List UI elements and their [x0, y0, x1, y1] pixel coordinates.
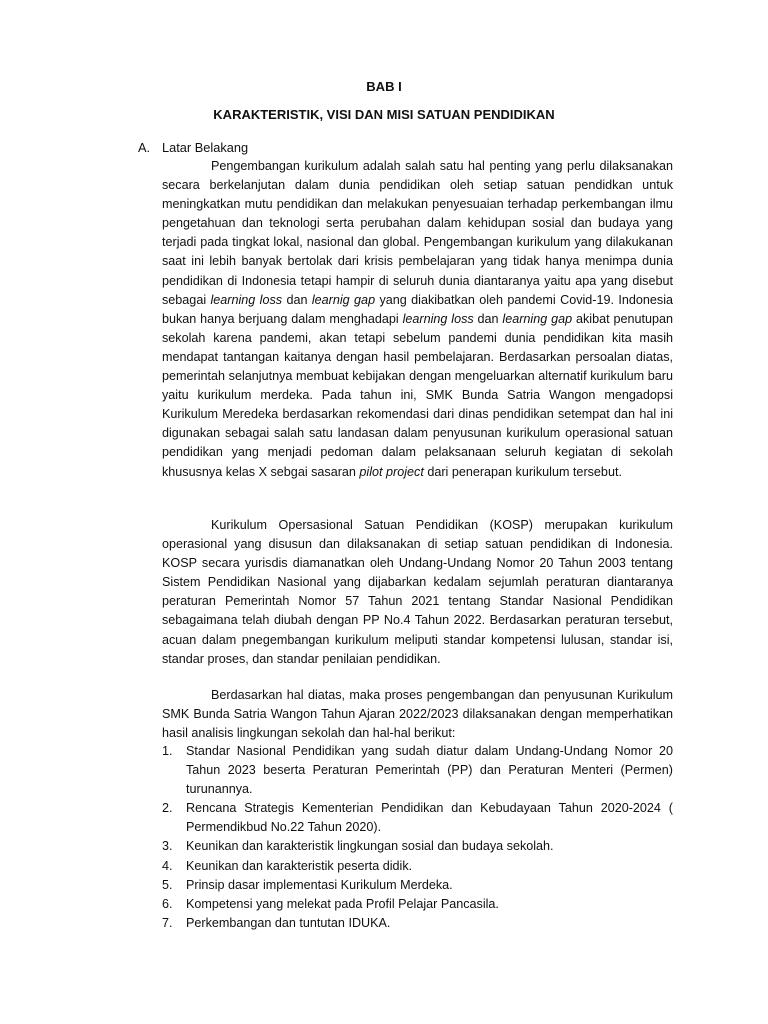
paragraph-text: dan: [282, 292, 312, 307]
list-text: Prinsip dasar implementasi Kurikulum Merdeka.: [186, 877, 453, 892]
italic-term: learning loss: [402, 311, 474, 326]
paragraph-text: dan: [473, 311, 503, 326]
italic-term: learning loss: [210, 292, 283, 307]
list-text: Standar Nasional Pendidikan yang sudah diatur dalam Undang-Undang Nomor 20 Tahun 2023 beserta Peraturan Pemerintah (PP) dan Peraturan Menteri (Permen) turunannya.: [186, 744, 673, 797]
list-number: 2.: [162, 801, 173, 816]
paragraph-text: dari penerapan kurikulum tersebut.: [423, 464, 622, 479]
paragraph-text: akibat penutupan sekolah karena pandemi, akan tetapi sebelum pandemi dunia pendidikan kita masih mendapat tantangan kaitanya dengan hasil pembelajaran. Berdasarkan persoalan diatas, pemerintah selanjutnya membuat kebijakan dengan mengeluarkan alternatif kurikulum baru yaitu kurikulum merdeka. Pada tahun ini, SMK Bunda Satria Wangon mengadopsi Kurikulum Meredeka berdasarkan rekomendasi dari dinas pendidikan setempat dan hal ini digunakan sebagai salah satu landasan dalam penyusunan kurikulum operasional satuan pendidikan yang menjadi pedoman dalam pelaksanaan seluruh kegiatan di sekolah khususnya kelas X sebgai sasaran: [162, 311, 673, 479]
list-item: [162, 742, 673, 799]
list-text: Keunikan dan karakteristik lingkungan sosial dan budaya sekolah.: [186, 839, 554, 854]
section-title: Latar Belakang: [162, 140, 249, 155]
list-item: [162, 914, 673, 933]
list-text: Keunikan dan karakteristik peserta didik.: [186, 858, 413, 873]
list-number: 6.: [162, 896, 173, 911]
italic-term: learnig gap: [311, 292, 376, 307]
list-item: [162, 876, 673, 895]
paragraph-background: [162, 157, 673, 482]
list-item: [162, 857, 673, 876]
italic-term: learning gap: [502, 311, 573, 326]
list-number: 3.: [162, 839, 173, 854]
list-item: [162, 837, 673, 856]
paragraph-basis: Berdasarkan hal diatas, maka proses pengembangan dan penyusunan Kurikulum SMK Bunda Satria Wangon Tahun Ajaran 2022/2023 dilaksanakan dengan memperhatikan hasil analisis lingkungan sekolah dan hal-hal berikut:: [162, 688, 673, 741]
italic-term: pilot project: [359, 464, 424, 479]
list-text: Perkembangan dan tuntutan IDUKA.: [186, 915, 391, 930]
list-number: 4.: [162, 858, 173, 873]
list-item: [162, 799, 673, 837]
section-letter: A.: [138, 140, 151, 155]
paragraph-kosp: Kurikulum Opersasional Satuan Pendidikan (KOSP) merupakan kurikulum operasional yang disusun dan dilaksanakan di setiap satuan pendidikan di Indonesia. KOSP secara yurisdis diamanatkan oleh Undang-Undang Nomor 20 Tahun 2003 tentang Sistem Pendidikan Nasional yang dijabarkan kedalam sejumlah peraturan diantaranya peraturan Pemerintah Nomor 57 Tahun 2021 tentang Standar Nasional Pendidikan sebagaimana telah diubah dengan PP No.4 Tahun 2022. Berdasarkan peraturan tersebut, acuan dalam pnegembangan kurikulum meliputi standar kompetensi lulusan, standar isi, standar proses, dan standar penilaian pendidikan.: [162, 518, 673, 666]
basis-list: [162, 742, 673, 933]
list-text: Kompetensi yang melekat pada Profil Pelajar Pancasila.: [186, 896, 499, 911]
list-number: 7.: [162, 915, 173, 930]
chapter-heading: BAB I: [366, 79, 402, 94]
list-item: [162, 895, 673, 914]
paragraph-text: Pengembangan kurikulum adalah salah satu hal penting yang perlu dilaksanakan secara berkelanjutan dalam dunia pendidikan oleh setiap satuan pendidkan untuk meningkatkan mutu pendidikan dan melakukan penyesuaian terhadap perkembangan ilmu pengetahuan dan teknologi serta perubahan dalam kehidupan sosial dan budaya yang terjadi pada tingkat lokal, nasional dan global. Pengembangan kurikulum yang dilakukanan saat ini lebih banyak bertolak dari krisis pembelajaran yang tidak hanya menimpa dunia pendidikan di Indonesia tetapi hampir di seluruh dunia diantaranya yaitu apa yang disebut sebagai: [162, 159, 673, 307]
list-number: 5.: [162, 877, 173, 892]
list-number: 1.: [162, 744, 173, 758]
list-text: Rencana Strategis Kementerian Pendidikan dan Kebudayaan Tahun 2020-2024 ( Permendikbud No.22 Tahun 2020).: [186, 801, 673, 835]
paragraph-text: yang diakibatkan oleh pandemi Covid-19. Indonesia bukan hanya berjuang dalam menghadapi: [162, 292, 673, 326]
chapter-title: KARAKTERISTIK, VISI DAN MISI SATUAN PENDIDIKAN: [213, 107, 555, 122]
